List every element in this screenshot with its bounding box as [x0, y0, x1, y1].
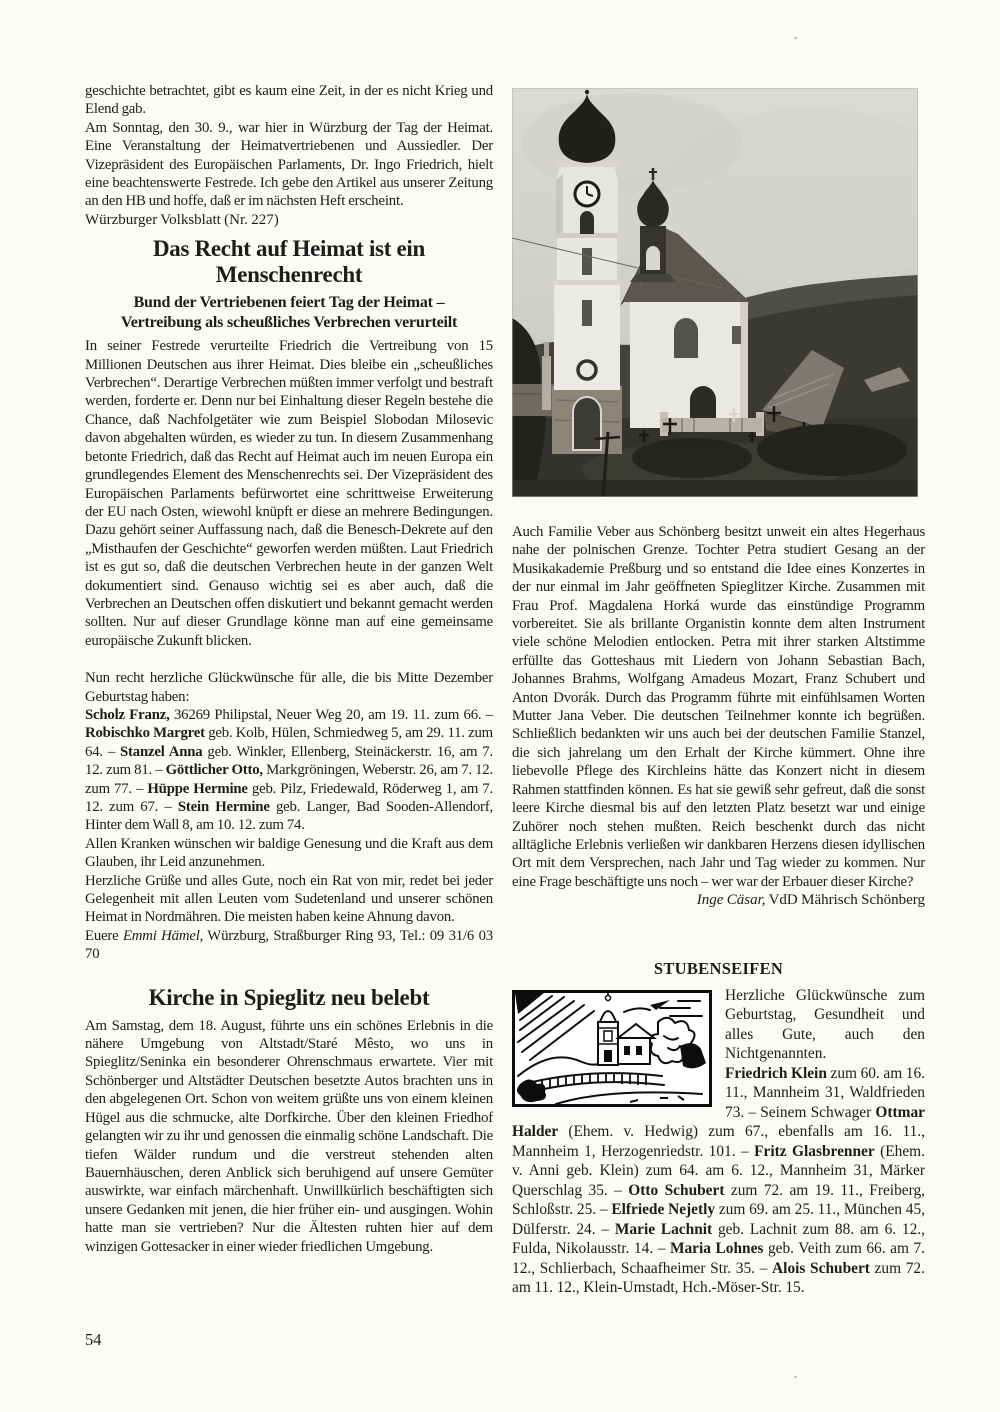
- heimat-article-title: Das Recht auf Heimat ist ein Menschenrecht: [152, 236, 426, 288]
- author-signature-left: Euere Emmi Hämel, Würzburg, Straßburger Ring 93, Tel.: 09 31/6 03 70: [85, 927, 493, 963]
- church-photo: [512, 88, 918, 497]
- heimat-article-body: In seiner Festrede verurteilte Friedrich die Vertreibung von 15 Millionen Deutschen aus ihrer Heimat. Dies bleibe ein „scheußliches Verbrechen“. Derartige Verbrechen müßten immer verfolgt und bestraft werden, forderte er. Denn nur bei Einhaltung dieser Regeln bestehe die Chance, daß Nachfolgetäter wie zum Beispiel Slobodan Milosevic davon abgehalten würden, es wieder zu tun. In diesem Zusammenhang betonte Friedrich, daß das Recht auf Heimat auch im neuen Europa ein grundlegendes Element des Menschenrechts sei. Der Vizepräsident des Europäischen Parlaments befürwortet eine schrittweise Erweiterung der EU nach Osten, wiewohl knüpft er diese an mehrere Bedingungen. Dazu gehört seiner Auffassung nach, daß die Benesch-Dekrete auf den „Misthaufen der Geschichte“ geworfen werden müßten. Laut Friedrich ist es gut so, daß die deutschen Verbrechen heute in der ganzen Welt dokumentiert sind. Genauso wichtig sei es aber auch, daß die Verbrechen an Deutschen offen diskutiert und bekannt gemacht werden sollten. Nur auf dieser Grundlage könne man auf eine gemeinsame europäische Zukunft blicken.: [85, 338, 493, 649]
- scan-artifact-dot: [794, 37, 797, 39]
- opening-paragraph-2: Am Sonntag, den 30. 9., war hier in Würzburg der Tag der Heimat. Eine Veranstaltung der Heimatvertriebenen und Aussiedler. Der Vizepräsident des Europäischen Parlaments, Dr. Ingo Friedrich, hielt eine beachtenswerte Festrede. Ich gebe den Artikel aus unserer Zeitung an den HB und hoffe, daß er im nächsten Heft erscheint.: [85, 119, 493, 210]
- greeting-note: Herzliche Grüße und alles Gute, noch ein Rat von mir, redet bei jeder Gelegenheit mit allen Leuten vom Sudetenland und unserer schönen Heimat in Nordmähren. Die meisten haben keine Ahnung davon.: [85, 872, 493, 926]
- spieglitz-article-title: Kirche in Spieglitz neu belebt: [148, 984, 430, 1010]
- stubenseifen-title: STUBENSEIFEN: [653, 958, 784, 978]
- left-column: [85, 82, 493, 1256]
- sick-wishes: Allen Kranken wünschen wir baldige Genesung und die Kraft aus dem Glauben, ihr Leid anzunehmen.: [85, 835, 493, 871]
- church-woodcut-illustration: [512, 990, 712, 1107]
- heimat-article-subtitle: Bund der Vertriebenen feiert Tag der Heimat – Vertreibung als scheußliches Verbrechen verurteilt: [120, 294, 458, 331]
- birthday-list: Scholz Franz, 36269 Philipstal, Neuer Weg 20, am 19. 11. zum 66. – Robischko Margret geb. Kolb, Hülen, Schmiedweg 5, am 29. 11. zum 64. – Stanzel Anna geb. Winkler, Ellenberg, Steinäckerstr. 16, am 7. 12. zum 81. – Göttlicher Otto, Markgröningen, Weberstr. 26, am 7. 12. zum 77. – Hüppe Hermine geb. Pilz, Friedewald, Röderweg 1, am 7. 12. zum 67. – Stein Hermine geb. Langer, Bad Sooden-Allendorf, Hinter dem Wall 8, am 10. 12. zum 74.: [85, 706, 493, 834]
- page-number: 54: [85, 1330, 102, 1349]
- stubenseifen-greeting: Herzliche Glückwünsche zum Geburtstag, Gesundheit und alles Gute, auch den Nichtgenannten.: [725, 986, 925, 1063]
- opening-paragraph-1: geschichte betrachtet, gibt es kaum eine Zeit, in der es nicht Krieg und Elend gab.: [85, 83, 493, 118]
- source-line: Würzburger Volksblatt (Nr. 227): [85, 211, 279, 228]
- spieglitz-article-body: Am Samstag, dem 18. August, führte uns ein schönes Erlebnis in die nähere Umgebung von Altstadt/Staré Mêsto, wo uns in Spieglitz/Seninka ein besonderer Ohrenschmaus erwartete. Vier mit Schönberger und Altstädter Deutschen besetzte Autos brachten uns in den abgelegenen Ort. Schon von weitem grüßte uns von einem kleinen Hügel aus die schmucke, alte Dorfkirche. Über den kleinen Friedhof gelangten wir zu ihr und genossen die einmalig schöne Landschaft. Die tiefen Wälder rundum und die verstreut stehenden alten Bauernhäuschen, deren Anblick sich beruhigend auf unsere Gemüter auswirkte, war einfach märchenhaft. Unwillkürlich beschäftigten sich unsere Gedanken mit jenen, die hier früher ein- und ausgingen. Wohin hatte man sie vertrieben? Nur die Ältesten ruhten hier auf dem winzigen Gottesacker in einer wieder friedlichen Umgebung.: [85, 1017, 493, 1255]
- veber-report-body: Auch Familie Veber aus Schönberg besitzt unweit ein altes Hegerhaus nahe der polnischen Grenze. Tochter Petra studiert Gesang an der Musikakademie Preßburg und so entstand die Idee eines Konzertes in der nur einmal im Jahr geöffneten Spieglitzer Kirche. Zusammen mit Frau Prof. Magdalena Horká wurde das einstündige Programm vorbereitet. Sie als brillante Organistin konnte dem alten Instrument viele schöne Melodien entlocken. Petra mit ihrer starken Altstimme erfüllte das Gotteshaus mit Liedern von Johann Sebastian Bach, Johannes Brahms, Wolfgang Amadeus Mozart, Franz Schubert und Anton Dvorák. Durch das Programm führte mit einfühlsamen Worten Mutter Jana Veber. Die deutschen Teilnehmer konnte ich begrüßen. Schließlich bedankten wir uns auch bei der deutschen Familie Stanzel, die sich jahrelang um den Erhalt der Kirche kümmert. Ohne ihre liebevolle Pflege des Kirchleins hätte das Konzert nicht in diesem Rahmen stattfinden können. Es hat sie gewiß sehr gefreut, daß die sonst leere Kirche diesmal bis auf den letzten Platz besetzt war und einige Zuhörer noch stehen mußten. Reich beschenkt durch das nicht alltägliche Erlebnis verließen wir dankbaren Herzens diesen idyllischen Ort mit dem Versprechen, nach Jahr und Tag wieder zu kommen. Nur eine Frage beschäftigte uns noch – wer war der Erbauer dieser Kirche?: [512, 524, 925, 890]
- birthday-section: [85, 669, 493, 964]
- stubenseifen-birthday-list: Friedrich Klein zum 60. am 16. 11., Mannheim 31, Waldfrieden 73. – Seinem Schwager Ottmar Halder (Ehem. v. Hedwig) zum 67., ebenfalls am 16. 11., Mannheim 1, Herzogenriedstr. 101. – Fritz Glasbrenner (Ehem. v. Anni geb. Klein) zum 64. am 6. 12., Mannheim 31, Märker Querschlag 35. – Otto Schubert zum 72. am 19. 11., Freiberg, Schloßstr. 25. – Elfriede Nejetly zum 69. am 25. 11., München 45, Dülferstr. 24. – Marie Lachnit geb. Lachnit zum 88. am 6. 12., Fulda, Nikolausstr. 14. – Maria Lohnes geb. Veith zum 66. am 7. 12., Schlierbach, Schaafheimer Str. 35. – Alois Schubert zum 72. am 11. 12., Klein-Umstadt, Hch.-Möser-Str. 15.: [512, 1064, 926, 1297]
- right-column: [512, 88, 925, 1298]
- birthday-intro: Nun recht herzliche Glückwünsche für alle, die bis Mitte Dezember Geburtstag haben:: [85, 670, 493, 705]
- stubenseifen-section: [512, 986, 925, 1298]
- author-signature-right: Inge Cäsar, VdD Mährisch Schönberg: [696, 892, 925, 909]
- scan-artifact-dot: [794, 1376, 797, 1378]
